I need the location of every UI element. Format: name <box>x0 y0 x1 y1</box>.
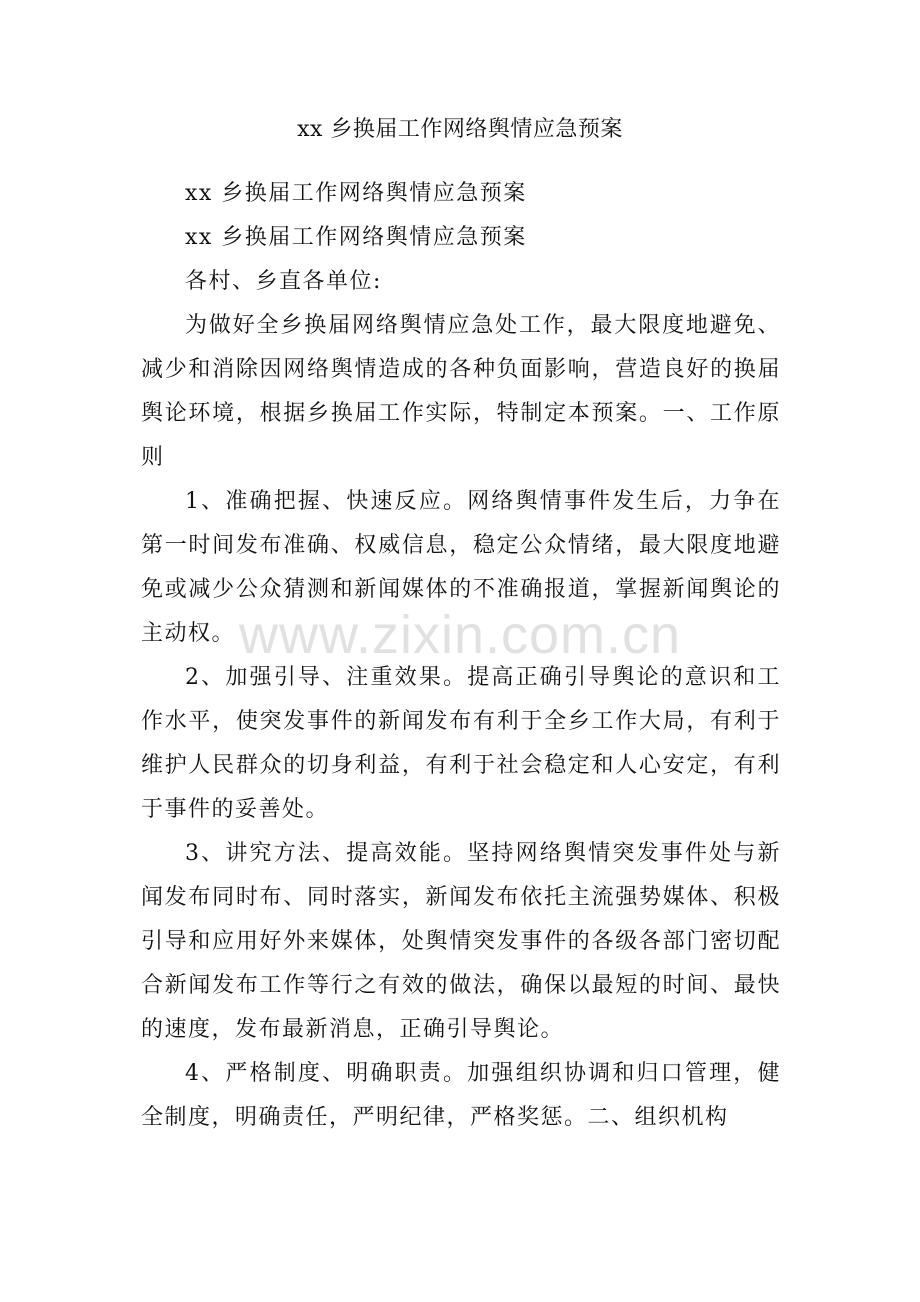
paragraph-principle-3: 3、讲究方法、提高效能。坚持网络舆情突发事件处与新闻发布同时布、同时落实，新闻发布依托主流强势媒体、积极引导和应用好外来媒体，处舆情突发事件的各级各部门密切配合新闻发布工作等行之有效的做法，确保以最短的时间、最快的速度，发布最新消息，正确引导舆论。 <box>141 841 781 1042</box>
paragraph-principle-2: 2、加强引导、注重效果。提高正确引导舆论的意识和工作水平，使突发事件的新闻发布有利于全乡工作大局，有利于维护人民群众的切身利益，有利于社会稳定和人心安定，有利于事件的妥善处。 <box>141 665 781 822</box>
paragraph-salutation: 各村、乡直各单位: <box>185 269 382 294</box>
document-title: xx 乡换届工作网络舆情应急预案 <box>297 117 623 142</box>
paragraph-intro: 为做好全乡换届网络舆情应急处工作，最大限度地避免、减少和消除因网络舆情造成的各种负面影响，营造良好的换届舆论环境，根据乡换届工作实际，特制定本预案。一、工作原则 <box>141 313 781 470</box>
document-body <box>141 172 781 1140</box>
watermark: www.zixin.com.cn <box>238 605 682 665</box>
paragraph-principle-4: 4、严格制度、明确职责。加强组织协调和归口管理，健全制度，明确责任，严明纪律，严格奖惩。二、组织机构 <box>141 1061 781 1130</box>
paragraph-heading-1: xx 乡换届工作网络舆情应急预案 <box>185 181 527 206</box>
paragraph-heading-2: xx 乡换届工作网络舆情应急预案 <box>185 225 527 250</box>
paragraph-principle-1: 1、准确把握、快速反应。网络舆情事件发生后，力争在第一时间发布准确、权威信息，稳定公众情绪，最大限度地避免或减少公众猜测和新闻媒体的不准确报道，掌握新闻舆论的主动权。 <box>141 489 781 646</box>
